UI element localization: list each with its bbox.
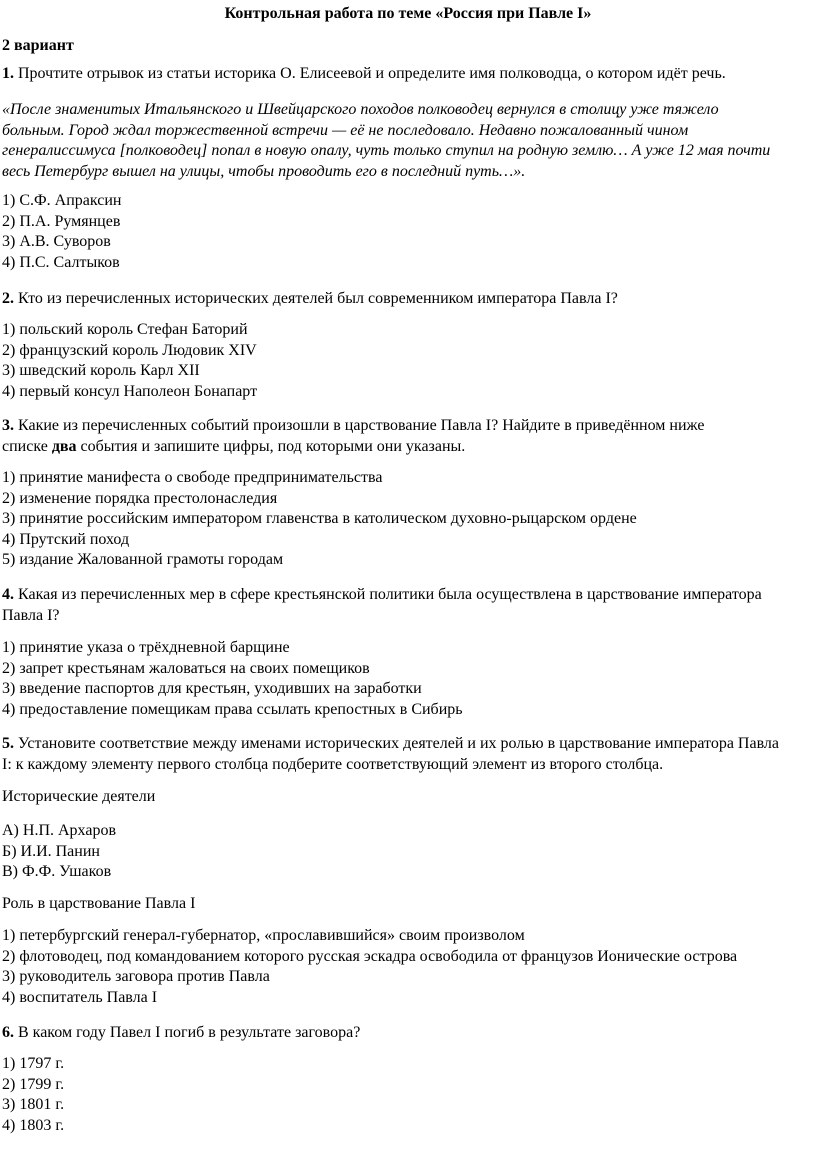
answer-option: 3) А.В. Суворов (2, 233, 111, 250)
question-text: Какая из перечисленных мер в сфере крестьянской политики была осуществлена в царствование императора (14, 586, 762, 603)
question-4-options (2, 638, 802, 720)
answer-option: 4) предоставление помещикам права ссылать крепостных в Сибирь (2, 700, 463, 718)
question-number: 4. (2, 586, 14, 603)
question-1-text (2, 64, 802, 85)
answer-option: 5) издание Жалованной грамоты городам (2, 551, 284, 568)
answer-option: 2) изменение порядка престолонаследия (2, 489, 278, 507)
answer-option: 1) польский король Стефан Баторий (2, 321, 248, 338)
answer-option: 2) 1799 г. (2, 1075, 65, 1093)
question-4-line-1 (2, 585, 802, 606)
answer-option: 3) 1801 г. (2, 1096, 65, 1113)
question-number: 2. (2, 290, 14, 307)
question-5-line-2: I: к каждому элементу первого столбца подберите соответствующий элемент из второго столбца. (2, 755, 664, 773)
role-item: 1) петербургский генерал-губернатор, «прославившийся» своим произволом (2, 927, 525, 944)
question-2-text (2, 289, 802, 310)
page-title: Контрольная работа по теме «Россия при Павле I» (224, 5, 592, 22)
question-number: 6. (2, 1024, 14, 1041)
question-3-line-1 (2, 416, 802, 437)
answer-option: 4) 1803 г. (2, 1116, 65, 1134)
question-3-options (2, 468, 802, 571)
question-2-options (2, 320, 802, 402)
answer-option: 1) С.Ф. Апраксин (2, 192, 122, 209)
question-text: Прочтите отрывок из статьи историка О. Елисеевой и определите имя полководца, о котором идёт речь. (14, 65, 726, 82)
column-2-header: Роль в царствование Павла I (2, 895, 196, 912)
question-text: события и запишите цифры, под которыми они указаны. (76, 437, 466, 455)
column-2-list (2, 926, 802, 1008)
question-2 (2, 289, 802, 310)
quote-line: «После знаменитых Итальянского и Швейцарского походов полководец вернулся в столицу уже тяжело (2, 101, 719, 118)
figure-item: А) Н.П. Архаров (2, 822, 116, 839)
answer-option: 4) П.С. Салтыков (2, 253, 120, 271)
answer-option: 2) П.А. Румянцев (2, 212, 121, 230)
question-6-options (2, 1054, 802, 1136)
answer-option: 2) французский король Людовик XIV (2, 341, 257, 359)
question-text: Какие из перечисленных событий произошли в царствование Павла I? Найдите в приведённом ниже (14, 417, 705, 434)
question-4-line-2: Павла I? (2, 606, 60, 624)
question-text: Кто из перечисленных исторических деятелей был современником императора Павла I? (14, 290, 618, 307)
figure-item: В) Ф.Ф. Ушаков (2, 863, 112, 880)
figure-item: Б) И.И. Панин (2, 842, 100, 860)
question-3-line-2 (2, 437, 802, 458)
question-6 (2, 1023, 802, 1044)
question-number: 3. (2, 417, 14, 434)
question-3 (2, 416, 802, 457)
answer-option: 1) принятие манифеста о свободе предпринимательства (2, 469, 383, 486)
question-1 (2, 64, 802, 85)
answer-option: 2) запрет крестьянам жаловаться на своих помещиков (2, 659, 370, 677)
answer-option: 4) первый консул Наполеон Бонапарт (2, 382, 258, 400)
question-6-text (2, 1023, 802, 1044)
question-text: В каком году Павел I погиб в результате заговора? (14, 1024, 361, 1041)
answer-option: 1) принятие указа о трёхдневной барщине (2, 639, 290, 656)
question-1-quote (2, 100, 802, 182)
role-item: 3) руководитель заговора против Павла (2, 968, 270, 985)
question-text: Установите соответствие между именами исторических деятелей и их ролью в царствование императора Павла (14, 735, 779, 752)
answer-option: 1) 1797 г. (2, 1055, 65, 1072)
question-text: списке (2, 437, 52, 455)
role-item: 4) воспитатель Павла I (2, 988, 158, 1006)
quote-line: больным. Город ждал торжественной встречи — её не последовало. Недавно пожалованный чином (2, 121, 689, 139)
quote-line: генералиссимуса [полководец] попал в новую опалу, чуть только ступил на родную землю… А уже 12 мая почти (2, 142, 771, 159)
variant-label: 2 вариант (2, 37, 74, 54)
question-5-line-1 (2, 734, 802, 755)
question-1-options (2, 191, 802, 273)
question-4 (2, 585, 802, 626)
column-1-header: Исторические деятели (2, 788, 156, 805)
question-number: 1. (2, 65, 14, 82)
emphasis: два (51, 437, 77, 455)
answer-option: 3) шведский король Карл XII (2, 362, 200, 379)
quote-line: весь Петербург вышел на улицы, чтобы проводить его в последний путь…». (2, 162, 526, 180)
question-number: 5. (2, 735, 14, 752)
answer-option: 3) принятие российским императором главенства в католическом духовно-рыцарском ордене (2, 510, 637, 527)
column-1-list (2, 821, 802, 883)
answer-option: 4) Прутский поход (2, 530, 130, 548)
question-5 (2, 734, 802, 775)
answer-option: 3) введение паспортов для крестьян, уходивших на заработки (2, 680, 422, 697)
role-item: 2) флотоводец, под командованием которого русская эскадра освободила от французов Ионические острова (2, 947, 738, 965)
